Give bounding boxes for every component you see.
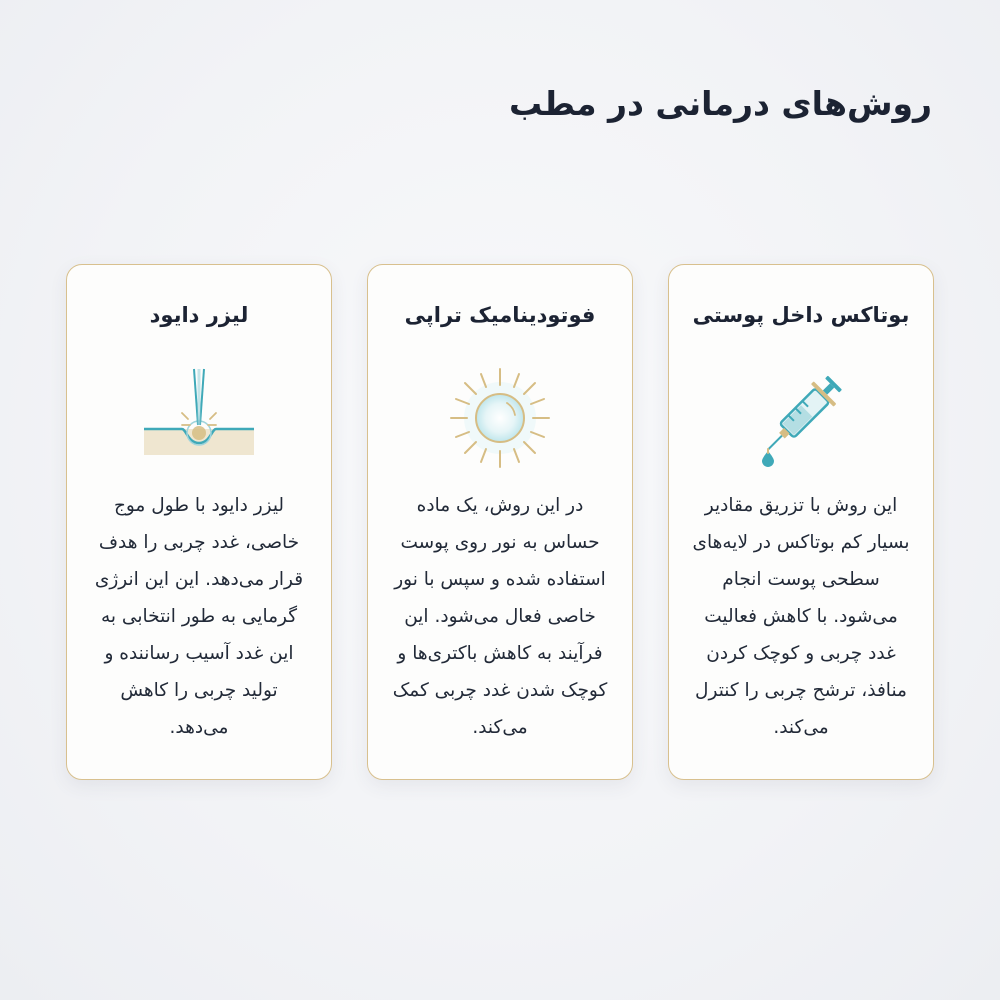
card-description: این روش با تزریق مقادیر بسیار کم بوتاکس در لایه‌های سطحی پوست انجام می‌شود. با کاهش فعالیت غدد چربی و کوچک کردن منافذ، ترشح چربی را کنترل می‌کند.: [692, 495, 910, 738]
syringe-icon: [746, 363, 856, 473]
card-diode-laser[interactable]: [66, 264, 332, 780]
card-description: لیزر دایود با طول موج خاصی، غدد چربی را هدف قرار می‌دهد. این این انرژی گرمایی به طور انتخابی به این غدد آسیب رساننده و تولید چربی را کاهش می‌دهد.: [94, 495, 304, 738]
card-photodynamic-therapy[interactable]: [367, 264, 633, 780]
card-title: بوتاکس داخل پوستی: [692, 303, 910, 327]
page-title: روش‌های درمانی در مطب: [508, 84, 932, 123]
card-title: فوتودینامیک تراپی: [404, 303, 596, 327]
card-description: در این روش، یک ماده حساس به نور روی پوست استفاده شده و سپس با نور خاصی فعال می‌شود. این فرآیند به کاهش باکتری‌ها و کوچک شدن غدد چربی کمک می‌کند.: [392, 495, 608, 738]
laser-beam-icon: [144, 363, 254, 473]
card-title: لیزر دایود: [149, 303, 249, 327]
sun-light-icon: [445, 363, 555, 473]
card-intradermal-botox[interactable]: [668, 264, 934, 780]
treatment-cards: [66, 264, 934, 780]
